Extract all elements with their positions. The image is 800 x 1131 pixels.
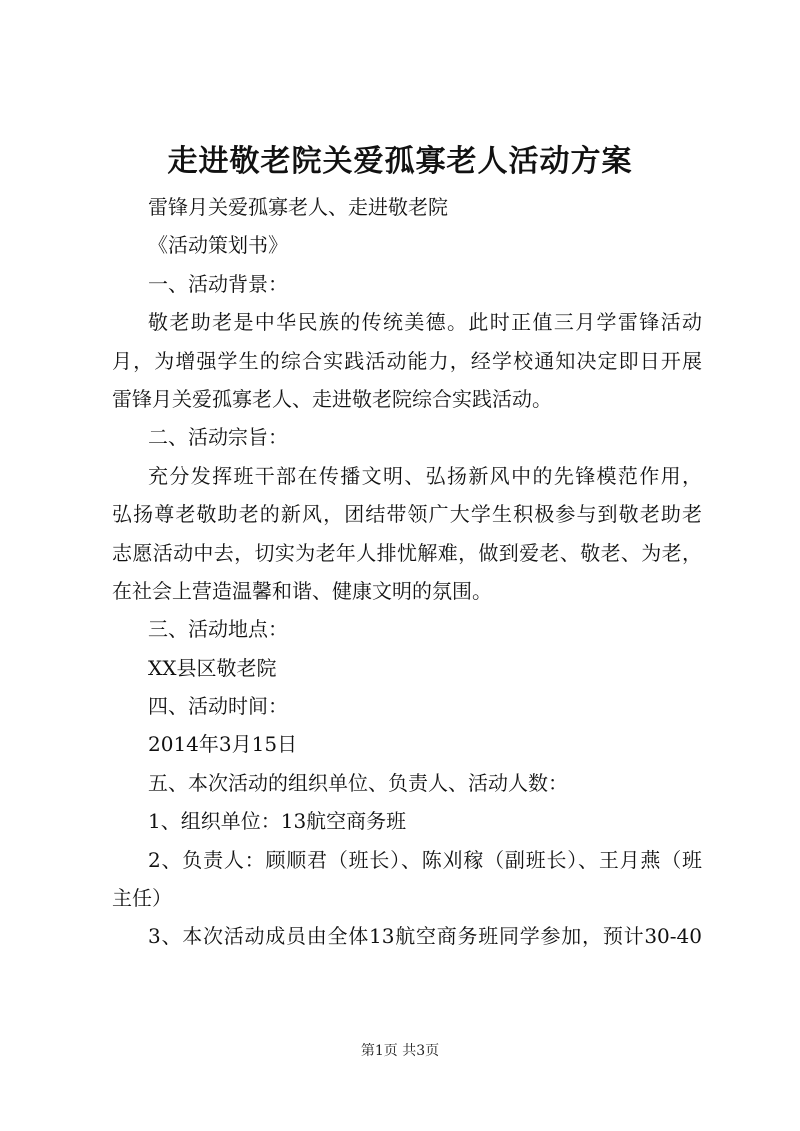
- list-item: 2、负责人：顾顺君（班长）、陈刈稼（副班长）、王月燕（班: [148, 847, 702, 872]
- paragraph-line: 《活动策划书》: [148, 233, 288, 258]
- list-item: 1、组织单位：13航空商务班: [148, 809, 407, 834]
- section-heading: 三、活动地点：: [148, 617, 288, 642]
- paragraph-line: 2014年3月15日: [148, 732, 298, 757]
- paragraph-line: 雷锋月关爱孤寡老人、走进敬老院综合实践活动。: [112, 386, 552, 411]
- section-heading: 五、本次活动的组织单位、负责人、活动人数：: [148, 770, 568, 795]
- paragraph-line: 在社会上营造温馨和谐、健康文明的氛围。: [112, 578, 492, 603]
- paragraph-line: 志愿活动中去，切实为老年人排忧解难，做到爱老、敬老、为老，: [112, 540, 702, 565]
- document-title: 走进敬老院关爱孤寡老人活动方案: [167, 144, 633, 179]
- document-body: [112, 190, 702, 958]
- paragraph-line: 敬老助老是中华民族的传统美德。此时正值三月学雷锋活动: [148, 310, 702, 335]
- paragraph-line: 月，为增强学生的综合实践活动能力，经学校通知决定即日开展: [112, 348, 702, 373]
- paragraph-line: 主任）: [112, 886, 172, 911]
- paragraph-line: 弘扬尊老敬助老的新风，团结带领广大学生积极参与到敬老助老: [112, 502, 702, 527]
- page-footer: 第1页 共3页: [360, 1043, 440, 1059]
- paragraph-line: 充分发挥班干部在传播文明、弘扬新风中的先锋模范作用，: [148, 463, 702, 488]
- section-heading: 四、活动时间：: [148, 694, 288, 719]
- section-heading: 一、活动背景：: [148, 271, 288, 296]
- section-heading: 二、活动宗旨：: [148, 425, 288, 450]
- paragraph-line: XX县区敬老院: [148, 655, 277, 680]
- paragraph-line: 雷锋月关爱孤寡老人、走进敬老院: [148, 195, 448, 219]
- list-item: 3、本次活动成员由全体13航空商务班同学参加，预计30-40: [148, 924, 702, 949]
